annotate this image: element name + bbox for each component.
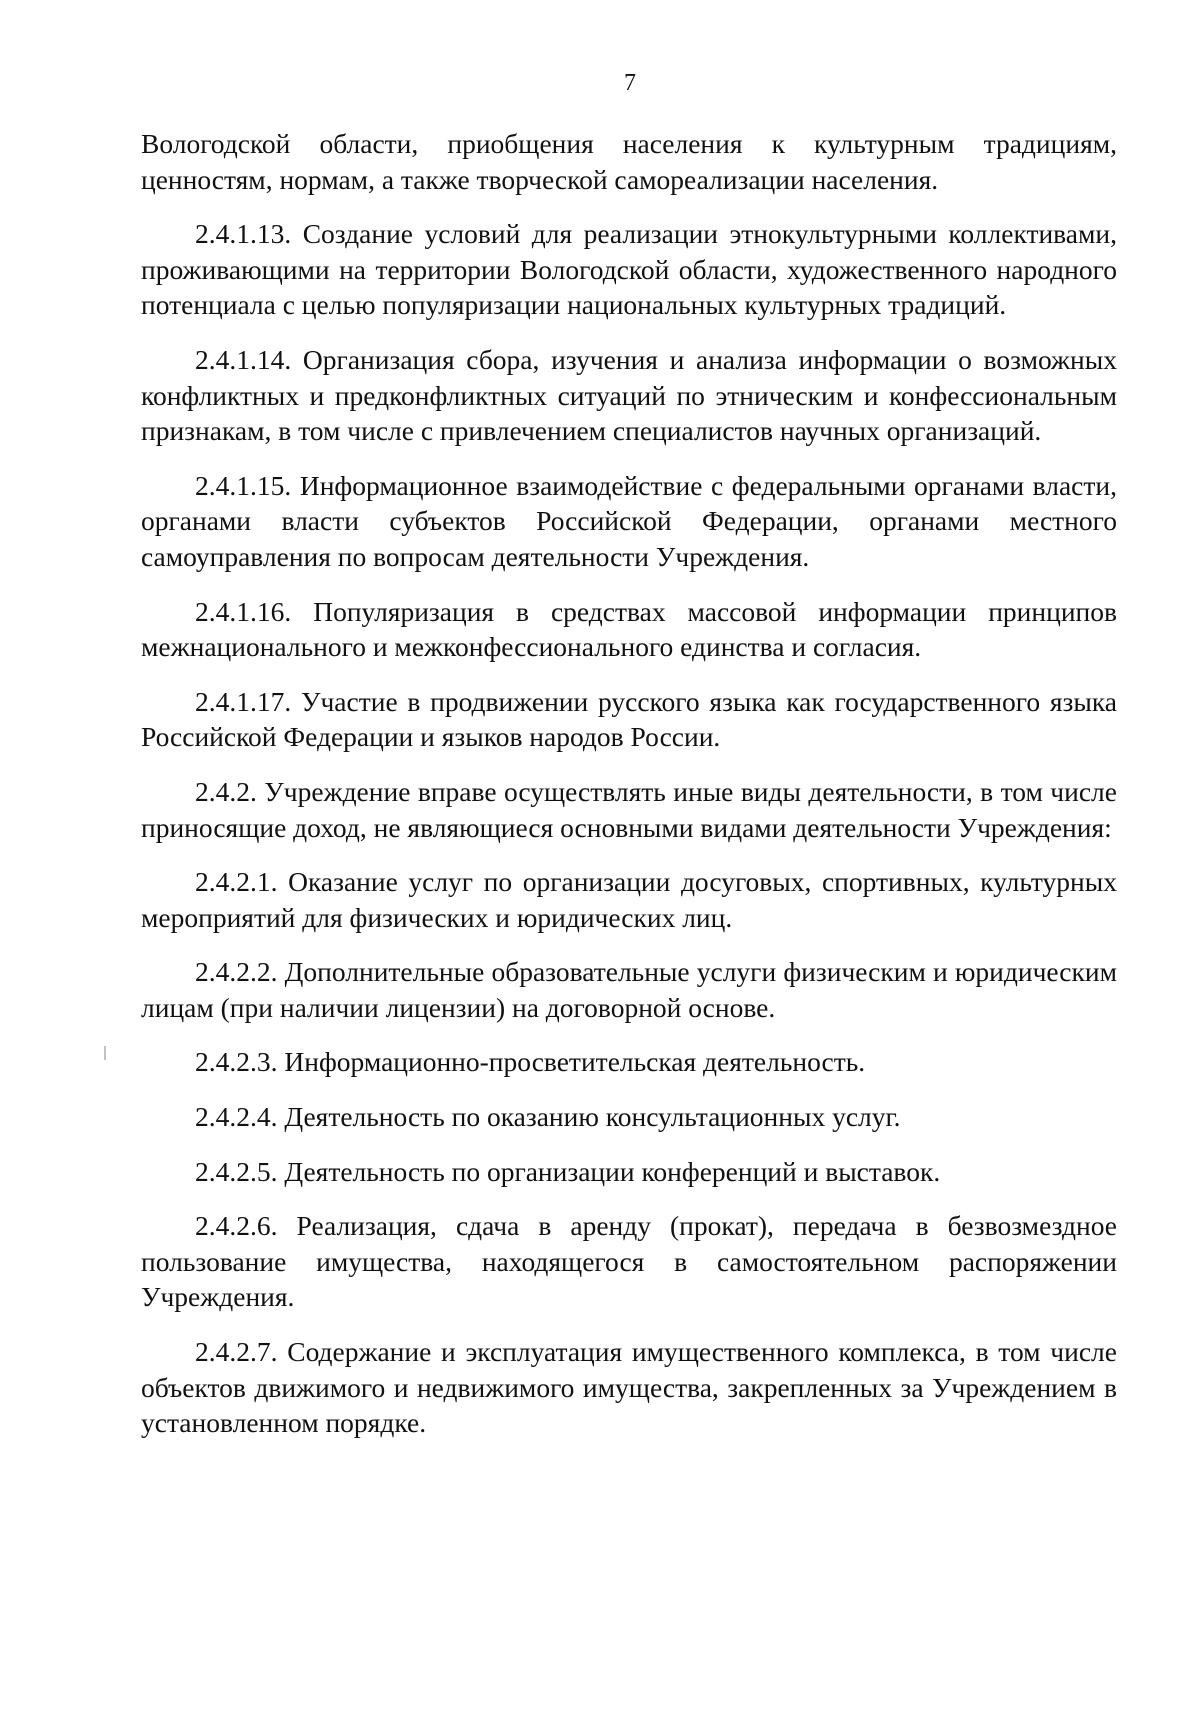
- paragraph-2-4-2-6: 2.4.2.6. Реализация, сдача в аренду (прокат), передача в безвозмездное пользование имущества, находящегося в самостоятельном распоряжении Учреждения.: [141, 1210, 1117, 1313]
- scan-artifact-mark: [104, 1046, 106, 1060]
- paragraph-continuation: Вологодской области, приобщения населения к культурным традициям, ценностям, нормам, а также творческой самореализации населения.: [141, 128, 1117, 195]
- paragraph-2-4-2-2: 2.4.2.2. Дополнительные образовательные услуги физическим и юридическим лицам (при наличии лицензии) на договорной основе.: [141, 956, 1117, 1023]
- paragraph-2-4-1-13: 2.4.1.13. Создание условий для реализации этнокультурными коллективами, проживающими на территории Вологодской области, художественного народного потенциала с целью популяризации национальных культурных традиций.: [141, 218, 1117, 321]
- paragraph-2-4-2-1: 2.4.2.1. Оказание услуг по организации досуговых, спортивных, культурных мероприятий для физических и юридических лиц.: [141, 866, 1117, 933]
- paragraph-2-4-2-4: 2.4.2.4. Деятельность по оказанию консультационных услуг.: [195, 1101, 901, 1133]
- page-number: 7: [624, 70, 636, 96]
- document-body: [141, 126, 1117, 1460]
- paragraph-2-4-2-5: 2.4.2.5. Деятельность по организации конференций и выставок.: [195, 1155, 941, 1187]
- paragraph-2-4-1-15: 2.4.1.15. Информационное взаимодействие с федеральными органами власти, органами власти субъектов Российской Федерации, органами местного самоуправления по вопросам деятельности Учреждения.: [141, 469, 1117, 572]
- paragraph-2-4-2: 2.4.2. Учреждение вправе осуществлять иные виды деятельности, в том числе приносящие доход, не являющиеся основными видами деятельности Учреждения:: [141, 775, 1117, 843]
- paragraph-2-4-1-17: 2.4.1.17. Участие в продвижении русского языка как государственного языка Российской Федерации и языков народов России.: [141, 685, 1117, 753]
- paragraph-2-4-2-7: 2.4.2.7. Содержание и эксплуатация имущественного комплекса, в том числе объектов движимого и недвижимого имущества, закрепленных за Учреждением в установленном порядке.: [141, 1336, 1117, 1439]
- paragraph-2-4-1-16: 2.4.1.16. Популяризация в средствах массовой информации принципов межнационального и межконфессионального единства и согласия.: [141, 595, 1117, 663]
- paragraph-2-4-2-3: 2.4.2.3. Информационно-просветительская деятельность.: [195, 1046, 866, 1078]
- paragraph-2-4-1-14: 2.4.1.14. Организация сбора, изучения и анализа информации о возможных конфликтных и предконфликтных ситуаций по этническим и конфессиональным признакам, в том числе с привлечением специалистов научных организаций.: [141, 343, 1117, 447]
